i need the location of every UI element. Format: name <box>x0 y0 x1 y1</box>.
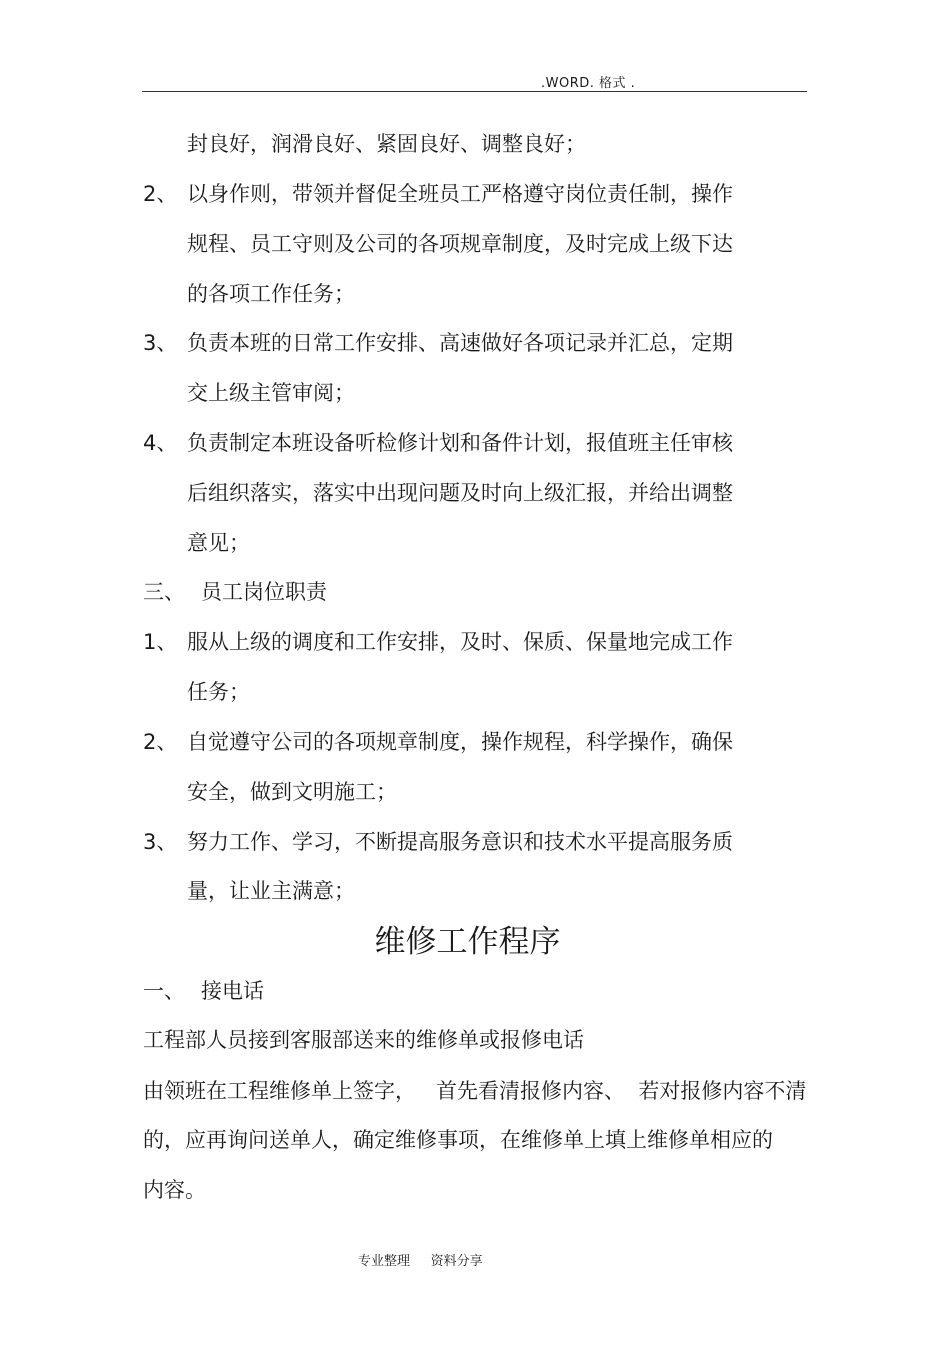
list-item-line: 任务； <box>187 680 250 704</box>
header-divider <box>142 91 807 92</box>
list-item-number: 2、 <box>143 182 178 206</box>
list-item-line: 以身作则，带领并督促全班员工严格遵守岗位责任制，操作 <box>187 182 733 206</box>
list-item-line: 封良好，润滑良好、紧固良好、调整良好； <box>187 132 586 156</box>
list-item-number: 3、 <box>143 830 178 854</box>
list-item-line: 自觉遵守公司的各项规章制度，操作规程，科学操作，确保 <box>187 730 733 754</box>
list-item-line: 的各项工作任务； <box>187 282 355 306</box>
paragraph-line: 内容。 <box>143 1178 206 1202</box>
list-item-line: 量，让业主满意； <box>187 879 355 903</box>
page-header-label: .WORD. 格式 . <box>541 76 636 91</box>
list-item-line: 努力工作、学习，不断提高服务意识和技术水平提高服务质 <box>187 830 733 854</box>
list-item-line: 规程、员工守则及公司的各项规章制度，及时完成上级下达 <box>187 232 733 256</box>
paragraph-line: 由领班在工程维修单上签字， 首先看清报修内容、 若对报修内容不清 <box>143 1079 807 1103</box>
list-item-number: 3、 <box>143 331 178 355</box>
list-item-line: 安全，做到文明施工； <box>187 780 397 804</box>
list-item-line: 负责本班的日常工作安排、高速做好各项记录并汇总，定期 <box>187 331 733 355</box>
page-title: 维修工作程序 <box>374 924 561 960</box>
list-item-line: 后组织落实，落实中出现问题及时向上级汇报，并给出调整 <box>187 481 733 505</box>
paragraph-line: 工程部人员接到客服部送来的维修单或报修电话 <box>143 1028 584 1052</box>
list-item-line: 意见； <box>187 531 250 555</box>
list-item-number: 2、 <box>143 730 178 754</box>
list-item-line: 负责制定本班设备听检修计划和备件计划，报值班主任审核 <box>187 431 733 455</box>
section-number: 一、 <box>143 979 185 1003</box>
section-title: 员工岗位职责 <box>201 580 327 604</box>
paragraph-line: 的，应再询问送单人，确定维修事项，在维修单上填上维修单相应的 <box>143 1128 773 1152</box>
list-item-number: 4、 <box>143 431 178 455</box>
list-item-number: 1、 <box>143 630 178 654</box>
list-item-line: 服从上级的调度和工作安排，及时、保质、保量地完成工作 <box>187 630 733 654</box>
list-item-line: 交上级主管审阅； <box>187 381 355 405</box>
section-number: 三、 <box>143 580 185 604</box>
page-footer-label: 专业整理 资料分享 <box>358 1254 483 1269</box>
section-title: 接电话 <box>201 979 264 1003</box>
